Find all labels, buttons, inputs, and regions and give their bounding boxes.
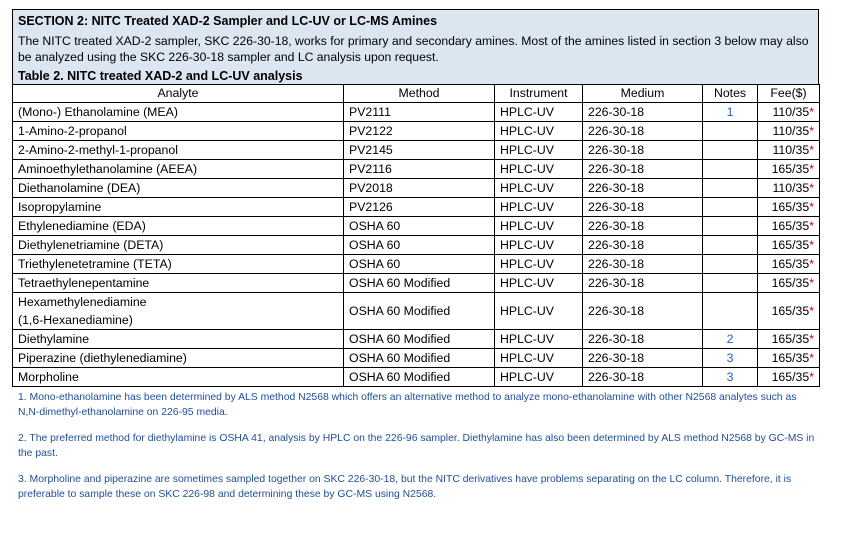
cell-fee [758,236,820,255]
fee-value: 165/35 [771,162,810,176]
cell-instrument: HPLC-UV [495,349,583,368]
cell-analyte [13,198,344,217]
cell-notes: 2 [703,330,758,349]
analyte-name: Triethylenetetramine (TETA) [18,257,172,271]
analyte-name: (Mono-) Ethanolamine (MEA) [18,105,178,119]
cell-medium: 226-30-18 [583,198,703,217]
cell-medium: 226-30-18 [583,368,703,387]
cell-medium: 226-30-18 [583,330,703,349]
analyte-name: Tetraethylenepentamine [18,276,150,290]
fee-asterisk: * [809,351,814,365]
cell-instrument: HPLC-UV [495,141,583,160]
cell-analyte [13,160,344,179]
column-header-method: Method [344,85,495,103]
cell-fee [758,179,820,198]
analyte-name: Morpholine [18,370,79,384]
cell-analyte [13,141,344,160]
table-row [13,160,820,179]
footnotes [12,387,819,502]
table-row [13,198,820,217]
fee-asterisk: * [809,370,814,384]
cell-medium: 226-30-18 [583,236,703,255]
cell-method: OSHA 60 Modified [344,330,495,349]
amines-table [12,84,820,387]
cell-analyte [13,179,344,198]
cell-analyte [13,122,344,141]
column-header-medium: Medium [583,85,703,103]
cell-medium: 226-30-18 [583,274,703,293]
cell-instrument: HPLC-UV [495,198,583,217]
cell-notes [703,141,758,160]
cell-notes [703,179,758,198]
column-header-analyte: Analyte [13,85,344,103]
cell-instrument: HPLC-UV [495,122,583,141]
analyte-name: 1-Amino-2-propanol [18,124,127,138]
column-header-notes: Notes [703,85,758,103]
cell-medium: 226-30-18 [583,179,703,198]
cell-analyte [13,330,344,349]
fee-value: 165/35 [771,304,810,318]
cell-notes [703,274,758,293]
cell-fee [758,293,820,330]
cell-notes [703,160,758,179]
cell-method: PV2116 [344,160,495,179]
fee-value: 165/35 [771,332,810,346]
cell-fee [758,274,820,293]
cell-medium: 226-30-18 [583,122,703,141]
cell-fee [758,255,820,274]
table-row [13,255,820,274]
table-row [13,349,820,368]
table-row [13,236,820,255]
fee-value: 165/35 [771,238,810,252]
fee-value: 165/35 [771,370,810,384]
cell-analyte [13,274,344,293]
cell-instrument: HPLC-UV [495,160,583,179]
fee-asterisk: * [809,219,814,233]
fee-asterisk: * [809,257,814,271]
table-row [13,141,820,160]
table-row [13,217,820,236]
cell-notes [703,122,758,141]
cell-instrument: HPLC-UV [495,236,583,255]
fee-asterisk: * [809,276,814,290]
cell-fee [758,141,820,160]
table-row [13,330,820,349]
cell-notes: 3 [703,368,758,387]
cell-fee [758,160,820,179]
fee-asterisk: * [809,238,814,252]
cell-analyte [13,293,344,330]
cell-medium: 226-30-18 [583,293,703,330]
cell-instrument: HPLC-UV [495,217,583,236]
fee-value: 165/35 [771,351,810,365]
fee-value: 165/35 [771,219,810,233]
fee-value: 165/35 [771,276,810,290]
cell-notes [703,236,758,255]
fee-asterisk: * [809,181,814,195]
cell-fee [758,330,820,349]
document [12,9,819,514]
analyte-name: Diethanolamine (DEA) [18,181,141,195]
cell-method: OSHA 60 [344,217,495,236]
fee-asterisk: * [809,143,814,157]
analyte-name: Piperazine (diethylenediamine) [18,351,187,365]
table-row [13,274,820,293]
footnote-3: 3. Morpholine and piperazine are sometimes sampled together on SKC 226-30-18, but the NITC derivatives have problems separating on the LC column. Therefore, it is preferable to sample these on SKC 226-98 and determining these by GC-MS using N2568. [18,474,792,500]
cell-instrument: HPLC-UV [495,179,583,198]
fee-asterisk: * [809,162,814,176]
section-header [12,9,819,84]
footnote-2: 2. The preferred method for diethylamine is OSHA 41, analysis by HPLC on the 226-96 sampler. Diethylamine has also been determined by ALS method N2568 by GC-MS in the past. [18,433,815,459]
analyte-name: Aminoethylethanolamine (AEEA) [18,162,198,176]
cell-analyte [13,255,344,274]
cell-medium: 226-30-18 [583,349,703,368]
fee-value: 110/35 [772,181,810,195]
table-row [13,293,820,330]
analyte-synonym: (1,6-Hexanediamine) [18,313,133,327]
fee-value: 110/35 [772,143,810,157]
cell-method: OSHA 60 Modified [344,293,495,330]
cell-method: OSHA 60 Modified [344,349,495,368]
fee-asterisk: * [809,105,814,119]
cell-instrument: HPLC-UV [495,103,583,122]
cell-method: PV2122 [344,122,495,141]
cell-analyte [13,236,344,255]
cell-notes [703,198,758,217]
analyte-name: 2-Amino-2-methyl-1-propanol [18,143,178,157]
cell-medium: 226-30-18 [583,217,703,236]
cell-instrument: HPLC-UV [495,330,583,349]
cell-analyte [13,349,344,368]
analyte-name: Ethylenediamine (EDA) [18,219,146,233]
section-title: SECTION 2: NITC Treated XAD-2 Sampler and LC-UV or LC-MS Amines [18,14,438,28]
cell-method: OSHA 60 Modified [344,274,495,293]
cell-medium: 226-30-18 [583,141,703,160]
table-row [13,179,820,198]
cell-method: PV2111 [344,103,495,122]
cell-medium: 226-30-18 [583,160,703,179]
cell-fee [758,122,820,141]
cell-notes: 3 [703,349,758,368]
cell-medium: 226-30-18 [583,255,703,274]
analyte-name: Diethylenetriamine (DETA) [18,238,164,252]
fee-asterisk: * [809,200,814,214]
column-header-fee: Fee($) [758,85,820,103]
table-header-row [13,85,820,103]
fee-asterisk: * [809,332,814,346]
cell-medium: 226-30-18 [583,103,703,122]
analyte-name: Isopropylamine [18,200,102,214]
table-row [13,122,820,141]
fee-value: 165/35 [771,257,810,271]
fee-value: 110/35 [772,124,810,138]
table-title: Table 2. NITC treated XAD-2 and LC-UV analysis [18,69,303,83]
cell-instrument: HPLC-UV [495,293,583,330]
column-header-instrument: Instrument [495,85,583,103]
cell-method: OSHA 60 [344,236,495,255]
cell-notes [703,293,758,330]
cell-notes: 1 [703,103,758,122]
cell-instrument: HPLC-UV [495,274,583,293]
table-row [13,103,820,122]
cell-instrument: HPLC-UV [495,368,583,387]
cell-notes [703,217,758,236]
fee-value: 165/35 [771,200,810,214]
cell-instrument: HPLC-UV [495,255,583,274]
cell-fee [758,103,820,122]
footnote-1: 1. Mono-ethanolamine has been determined by ALS method N2568 which offers an alternative method to analyze mono-ethanolamine with other N2568 analytes such as N,N-dimethyl-ethanolamine on 226-95 media. [18,392,797,418]
analyte-name: Diethylamine [18,332,90,346]
table-body [13,103,820,387]
cell-method: OSHA 60 [344,255,495,274]
cell-fee [758,198,820,217]
cell-method: PV2145 [344,141,495,160]
cell-method: PV2126 [344,198,495,217]
cell-fee [758,217,820,236]
cell-fee [758,349,820,368]
analyte-name: Hexamethylenediamine [18,295,147,309]
cell-notes [703,255,758,274]
cell-method: PV2018 [344,179,495,198]
cell-analyte [13,368,344,387]
table-row [13,368,820,387]
fee-value: 110/35 [772,105,810,119]
cell-fee [758,368,820,387]
fee-asterisk: * [809,124,814,138]
cell-method: OSHA 60 Modified [344,368,495,387]
cell-analyte [13,103,344,122]
section-intro: The NITC treated XAD-2 sampler, SKC 226-30-18, works for primary and secondary amines. Most of the amines listed in section 3 below may also be analyzed using the SKC 226-30-18 sampler and LC analysis upon request. [18,34,809,64]
cell-analyte [13,217,344,236]
fee-asterisk: * [809,304,814,318]
